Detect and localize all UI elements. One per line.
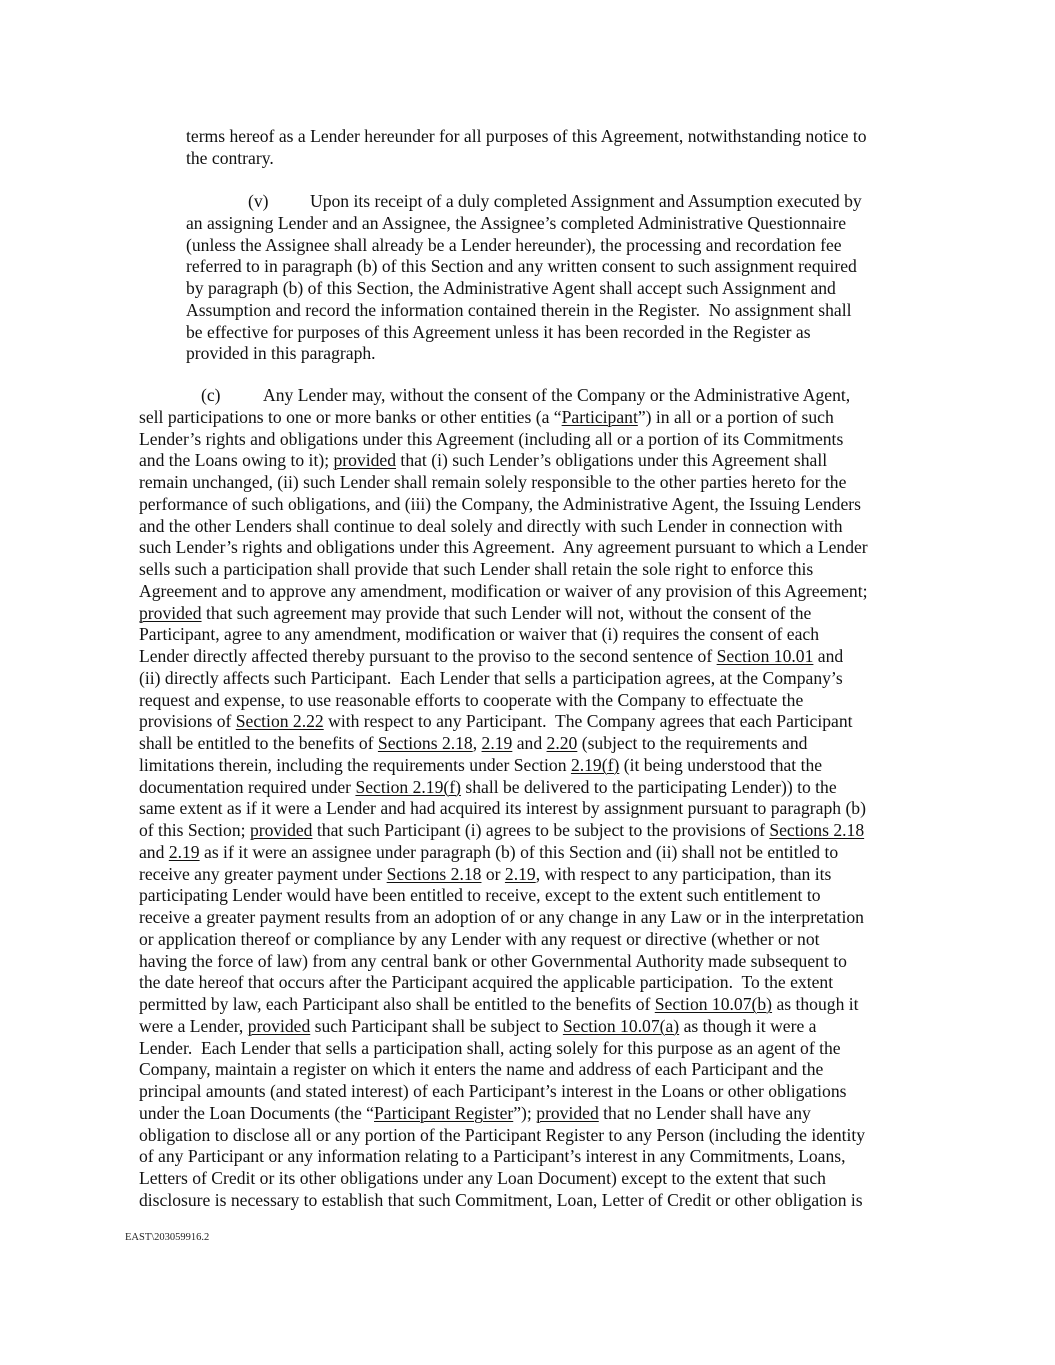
cross-reference: 2.19 bbox=[168, 841, 200, 862]
text-run: , with respect to any participation, than its bbox=[535, 863, 832, 884]
text-run: and bbox=[813, 646, 844, 666]
text-run: with respect to any Participant. The Company agrees that each Participant bbox=[323, 711, 853, 732]
text-line: be effective for purposes of this Agreement unless it has been recorded in the Register as bbox=[186, 321, 811, 342]
text-run: of this Section; bbox=[139, 820, 250, 840]
text-line bbox=[139, 1103, 811, 1125]
text-run: and the Loans owing to it); bbox=[139, 450, 334, 471]
text-line bbox=[139, 603, 811, 625]
text-line bbox=[139, 885, 821, 907]
text-line bbox=[139, 1146, 846, 1168]
text-run: that no Lender shall have any bbox=[598, 1102, 811, 1123]
cross-reference: Sections 2.18 bbox=[769, 820, 865, 840]
text-run: as if it were an assignee under paragraph (b) of this Section and (ii) shall not be entitled to bbox=[199, 841, 839, 862]
text-line bbox=[139, 711, 853, 733]
text-run: shall be delivered to the participating Lender)) to the bbox=[460, 776, 837, 797]
text-line bbox=[139, 516, 843, 538]
text-line bbox=[139, 929, 820, 951]
text-run: that such agreement may provide that such Lender will not, without the consent of the bbox=[201, 602, 812, 623]
text-run: Participant, agree to any amendment, modification or waiver that (i) requires the consent of each bbox=[139, 624, 820, 645]
text-run: that such Participant (i) agrees to be subject to the provisions of bbox=[312, 820, 770, 840]
text-run: sells such a participation shall provide that such Lender shall retain the sole right to enforce this bbox=[139, 559, 814, 579]
text-line bbox=[139, 798, 866, 820]
text-line bbox=[139, 537, 868, 559]
text-line bbox=[139, 733, 807, 755]
cross-reference: Participant bbox=[561, 406, 638, 427]
text-run: disclosure is necessary to establish that such Commitment, Loan, Letter of Credit or other obligation is bbox=[139, 1189, 863, 1210]
text-run: receive a greater payment results from an adoption of or any change in any Law or in the interpretation bbox=[139, 907, 864, 927]
text-run: ”) in all or a portion of such bbox=[637, 406, 834, 427]
text-line bbox=[139, 1125, 865, 1147]
text-run: sell participations to one or more banks or other entities (a “ bbox=[139, 406, 562, 427]
text-run: were a Lender, bbox=[139, 1015, 248, 1036]
text-line: terms hereof as a Lender hereunder for all purposes of this Agreement, notwithstanding notice to bbox=[186, 126, 867, 146]
cross-reference: 2.19 bbox=[481, 733, 513, 753]
cross-reference: provided bbox=[536, 1102, 599, 1123]
cross-reference: Sections 2.18 bbox=[377, 733, 473, 753]
text-run: and bbox=[139, 841, 169, 862]
text-run: Lender. Each Lender that sells a participation shall, acting solely for this purpose as an agent of the bbox=[139, 1037, 841, 1058]
text-run: participating Lender would have been entitled to receive, except to the extent such entitlement to bbox=[139, 885, 821, 906]
footer-doc-id: EAST\203059916.2 bbox=[125, 1232, 210, 1243]
text-line bbox=[139, 690, 803, 712]
text-run: and bbox=[512, 733, 547, 753]
cross-reference: 2.19(f) bbox=[570, 754, 620, 775]
text-run: ”); bbox=[513, 1102, 537, 1123]
cross-reference: 2.19 bbox=[504, 863, 536, 884]
cross-reference: provided bbox=[139, 602, 202, 623]
text-line bbox=[139, 1016, 816, 1038]
text-line bbox=[139, 755, 822, 777]
text-run: Upon its receipt of a duly completed Assignment and Assumption executed by bbox=[310, 191, 862, 211]
text-line bbox=[139, 472, 846, 494]
text-run: as though it were a bbox=[679, 1015, 817, 1036]
text-line bbox=[139, 864, 831, 886]
text-run: or application thereof or compliance by any Lender with any request or directive (whether or not bbox=[139, 928, 820, 949]
text-run: Letters of Credit or its other obligations under any Loan Document) except to the extent that such bbox=[139, 1168, 826, 1188]
text-line: an assigning Lender and an Assignee, the Assignee’s completed Administrative Questionnaire bbox=[186, 212, 847, 233]
text-line: by paragraph (b) of this Section, the Administrative Agent shall accept such Assignment and bbox=[186, 278, 836, 298]
text-run: , bbox=[472, 733, 482, 753]
text-run: under the Loan Documents (the “ bbox=[139, 1102, 374, 1123]
text-line bbox=[248, 191, 862, 213]
text-run: remain unchanged, (ii) such Lender shall remain solely responsible to the other parties hereto for the bbox=[139, 472, 847, 492]
text-line bbox=[139, 1168, 826, 1190]
text-run: Company, maintain a register on which it enters the name and address of each Participant and the bbox=[139, 1059, 824, 1080]
text-line bbox=[139, 559, 813, 581]
text-run: having the force of law) from any central bank or other Governmental Authority made subsequent to bbox=[139, 950, 847, 971]
cross-reference: Section 10.07(b) bbox=[654, 994, 773, 1014]
text-line bbox=[139, 994, 859, 1016]
text-run: such Lender’s rights and obligations under this Agreement. Any agreement pursuant to which a Lender bbox=[139, 537, 868, 558]
text-line: provided in this paragraph. bbox=[186, 343, 376, 364]
cross-reference: Section 2.19(f) bbox=[355, 776, 461, 797]
text-run: that (i) such Lender’s obligations under this Agreement shall bbox=[396, 450, 828, 471]
text-line bbox=[139, 1190, 863, 1212]
text-line: (unless the Assignee shall already be a Lender hereunder), the processing and recordation fee bbox=[186, 234, 842, 255]
text-line: Assumption and record the information contained therein in the Register. No assignment shall bbox=[186, 299, 852, 320]
text-line bbox=[139, 407, 834, 429]
text-run: and the other Lenders shall continue to deal solely and directly with such Lender in connection with bbox=[139, 515, 843, 536]
text-run: obligation to disclose all or any portion of the Participant Register to any Person (including the identity bbox=[139, 1124, 866, 1145]
text-line bbox=[139, 820, 864, 842]
text-run: the date hereof that occurs after the Participant acquired the applicable participation. To the extent bbox=[139, 972, 834, 993]
text-line bbox=[139, 668, 843, 690]
text-line bbox=[139, 1038, 841, 1060]
text-run: documentation required under bbox=[139, 776, 356, 797]
text-run: Lender’s rights and obligations under this Agreement (including all or a portion of its Commitments bbox=[139, 428, 844, 449]
cross-reference: provided bbox=[247, 1015, 311, 1036]
text-run: or bbox=[481, 863, 505, 884]
text-run: as though it bbox=[772, 994, 859, 1014]
text-line bbox=[139, 450, 827, 472]
text-line bbox=[139, 646, 843, 668]
text-line bbox=[139, 951, 847, 973]
text-line bbox=[201, 385, 850, 407]
text-line bbox=[139, 581, 867, 603]
text-run: shall be entitled to the benefits of bbox=[139, 733, 378, 753]
text-run: request and expense, to use reasonable efforts to cooperate with the Company to effectuate the bbox=[139, 689, 804, 710]
text-run: principal amounts (and stated interest) of each Participant’s interest in the Loans or other obligations bbox=[139, 1081, 847, 1101]
text-line bbox=[139, 1059, 823, 1081]
paragraph-number: (c) bbox=[201, 385, 221, 405]
text-run: (ii) directly affects such Participant. Each Lender that sells a participation agrees, at the Company’s bbox=[139, 667, 843, 688]
cross-reference: Section 10.07(a) bbox=[562, 1015, 680, 1036]
text-line: referred to in paragraph (b) of this Section and any written consent to such assignment required bbox=[186, 256, 857, 277]
text-line bbox=[139, 972, 833, 994]
text-run: Any Lender may, without the consent of the Company or the Administrative Agent, bbox=[263, 385, 851, 405]
paragraph-number: (v) bbox=[248, 191, 269, 211]
text-run: provisions of bbox=[139, 711, 236, 732]
cross-reference: Sections 2.18 bbox=[386, 863, 482, 884]
text-line: the contrary. bbox=[186, 147, 274, 168]
text-run: such Participant shall be subject to bbox=[310, 1015, 563, 1036]
text-run: Lender directly affected thereby pursuant to the proviso to the second sentence of bbox=[139, 646, 717, 666]
cross-reference: provided bbox=[333, 450, 397, 471]
text-line bbox=[139, 429, 843, 451]
cross-reference: 2.20 bbox=[546, 733, 578, 753]
cross-reference: provided bbox=[249, 820, 313, 840]
text-line bbox=[139, 907, 864, 929]
cross-reference: Section 2.22 bbox=[235, 711, 324, 732]
text-run: (subject to the requirements and bbox=[577, 733, 808, 753]
text-line bbox=[139, 1081, 846, 1103]
text-line bbox=[139, 624, 819, 646]
text-run: of any Participant or any information relating to a Participant’s interest in any Commitments, Loans, bbox=[139, 1146, 846, 1167]
cross-reference: Section 10.01 bbox=[716, 646, 814, 666]
text-run: (it being understood that the bbox=[619, 754, 823, 775]
text-line bbox=[139, 842, 838, 864]
text-run: permitted by law, each Participant also shall be entitled to the benefits of bbox=[139, 994, 655, 1014]
text-line bbox=[139, 494, 861, 516]
text-run: receive any greater payment under bbox=[139, 863, 387, 884]
text-run: limitations therein, including the requirements under Section bbox=[139, 754, 571, 775]
text-run: same extent as if it were a Lender and had acquired its interest by assignment pursuant to paragraph (b) bbox=[139, 798, 866, 819]
cross-reference: Participant Register bbox=[374, 1102, 514, 1123]
text-line bbox=[139, 777, 837, 799]
text-run: Agreement and to approve any amendment, modification or waiver of any provision of this Agreement; bbox=[139, 580, 868, 601]
text-run: performance of such obligations, and (iii) the Company, the Administrative Agent, the Issuing Lenders bbox=[139, 493, 861, 514]
